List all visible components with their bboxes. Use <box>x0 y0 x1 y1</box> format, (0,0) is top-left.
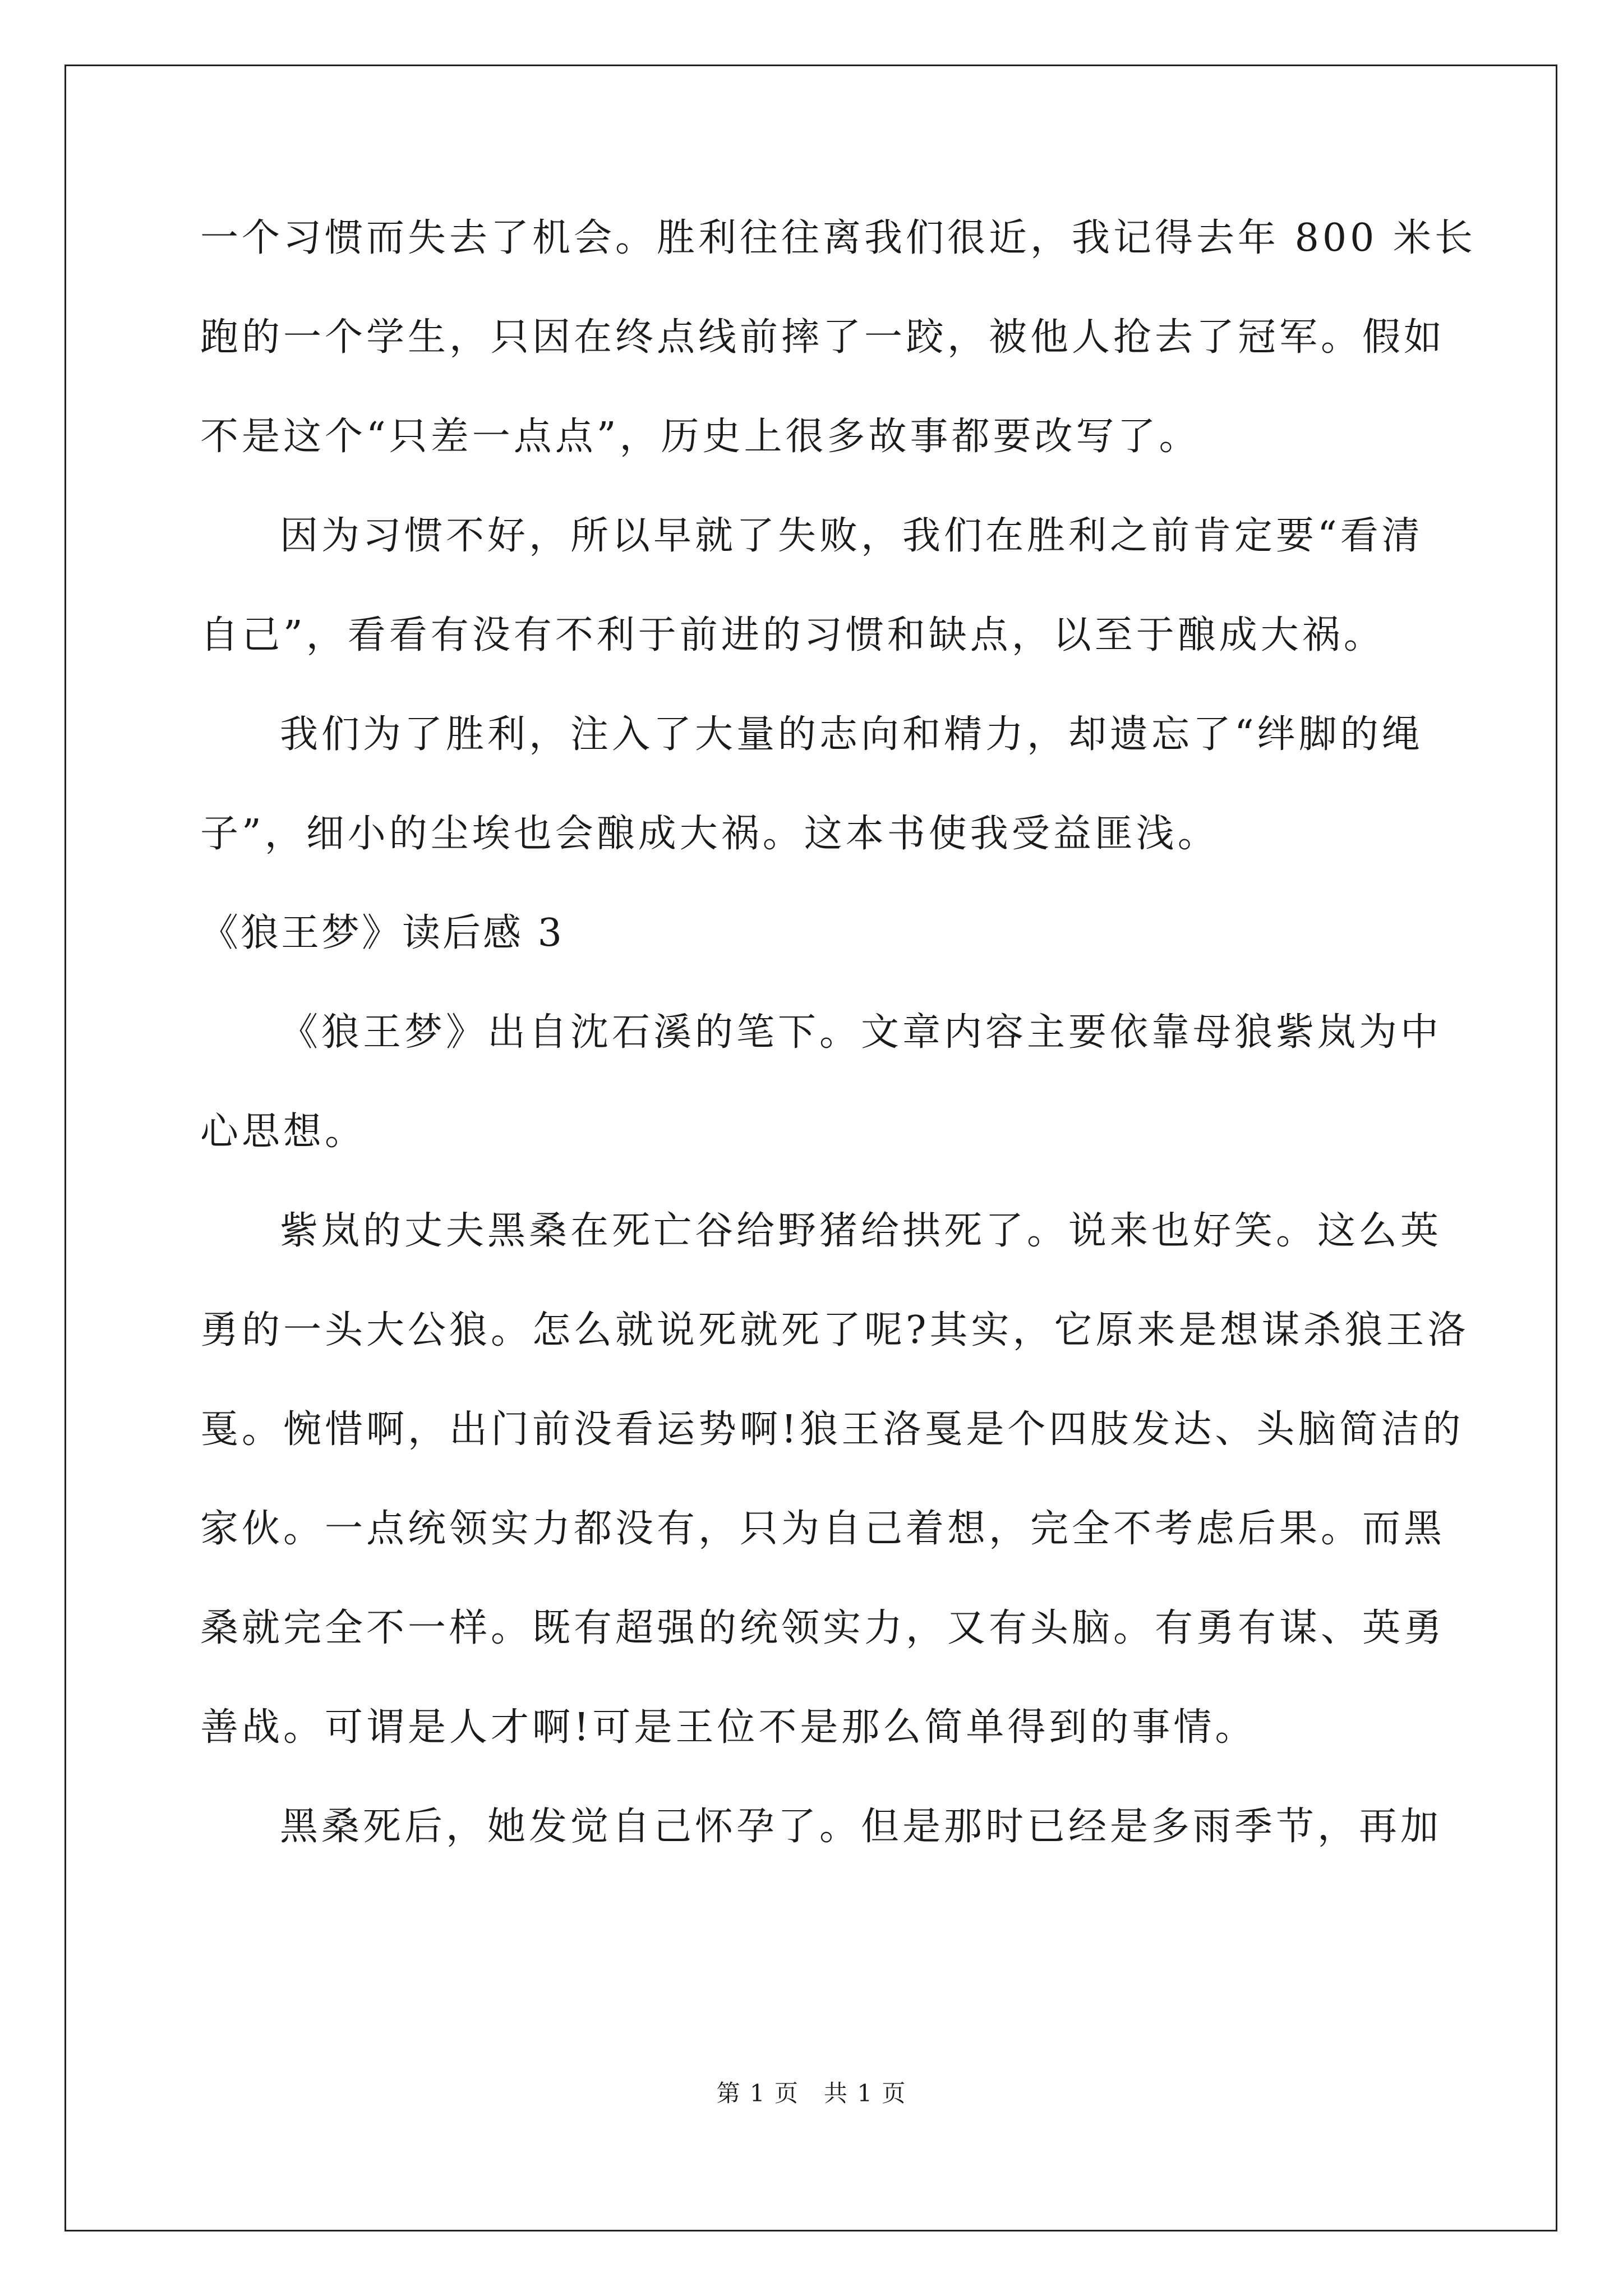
text-line: 一个习惯而失去了机会。胜利往往离我们很近，我记得去年 800 米长 <box>200 216 1477 260</box>
section-heading: 《狼王梦》读后感 3 <box>200 911 564 955</box>
paragraph-start-line: 黑桑死后，她发觉自己怀孕了。但是那时已经是多雨季节，再加 <box>280 1805 1442 1849</box>
paragraph-start-line: 因为习惯不好，所以早就了失败，我们在胜利之前肯定要“看清 <box>280 514 1423 558</box>
text-line: 戛。惋惜啊，出门前没看运势啊!狼王洛戛是个四肢发达、头脑简洁的 <box>200 1407 1464 1452</box>
text-line: 子”，细小的尘埃也会酿成大祸。这本书使我受益匪浅。 <box>200 812 1219 856</box>
paragraph-start-line: 我们为了胜利，注入了大量的志向和精力，却遗忘了“绊脚的绳 <box>280 712 1423 757</box>
text-line: 善战。可谓是人才啊!可是王位不是那么简单得到的事情。 <box>200 1705 1257 1750</box>
text-line: 心思想。 <box>200 1110 367 1154</box>
text-line: 跑的一个学生，只因在终点线前摔了一跤，被他人抢去了冠军。假如 <box>200 315 1446 360</box>
text-line: 家伙。一点统领实力都没有，只为自己着想，完全不考虑后果。而黑 <box>200 1507 1446 1551</box>
paragraph-start-line: 紫岚的丈夫黑桑在死亡谷给野猪给拱死了。说来也好笑。这么英 <box>280 1209 1442 1253</box>
text-line: 勇的一头大公狼。怎么就说死就死了呢?其实，它原来是想谋杀狼王洛 <box>200 1308 1469 1352</box>
page-footer: 第 1 页 共 1 页 <box>716 2079 907 2107</box>
text-line: 桑就完全不一样。既有超强的统领实力，又有头脑。有勇有谋、英勇 <box>200 1606 1446 1650</box>
paragraph-start-line: 《狼王梦》出自沈石溪的笔下。文章内容主要依靠母狼紫岚为中 <box>280 1010 1442 1055</box>
text-line: 不是这个“只差一点点”，历史上很多故事都要改写了。 <box>200 415 1201 459</box>
text-line: 自己”，看看有没有不利于前进的习惯和缺点，以至于酿成大祸。 <box>200 613 1385 657</box>
